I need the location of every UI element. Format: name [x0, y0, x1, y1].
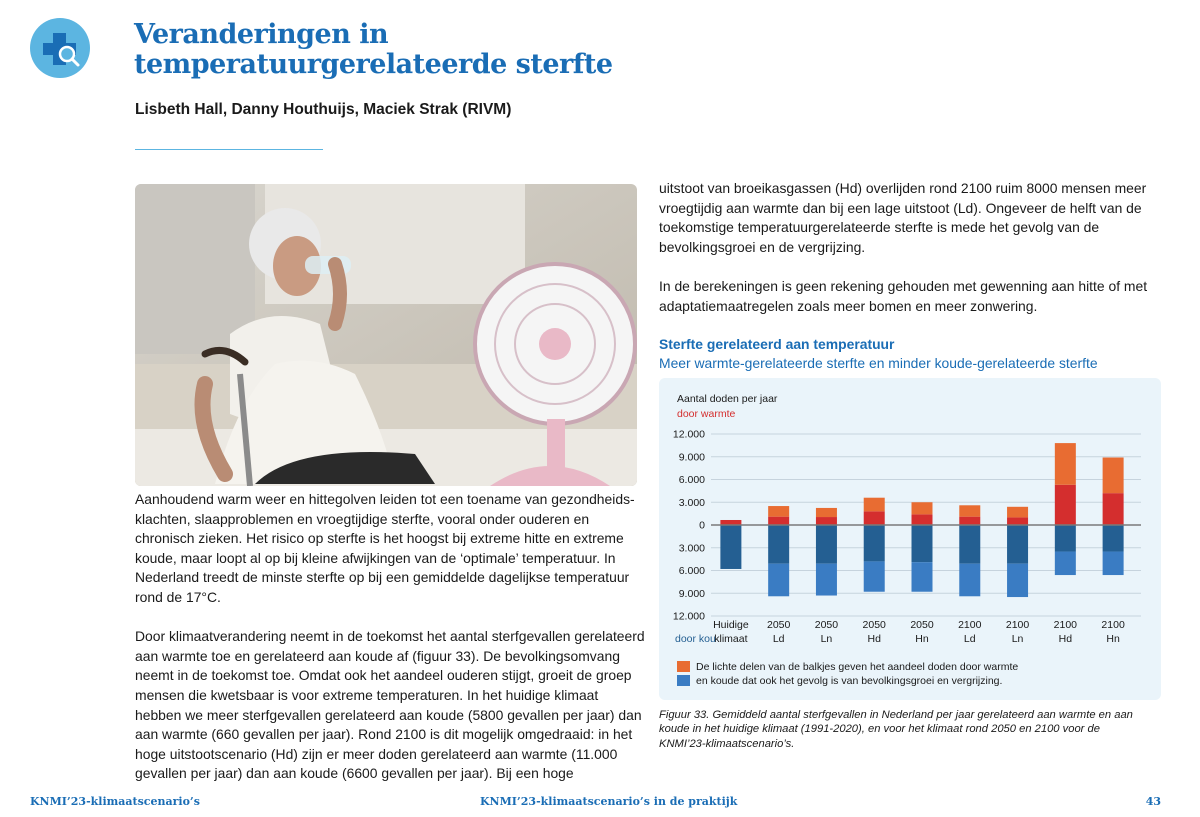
bar-cold-population [1103, 552, 1124, 576]
page-number: 43 [1145, 795, 1161, 808]
section-badge [30, 18, 90, 78]
x-tick-label: Ld [963, 633, 976, 645]
figure-caption: Figuur 33. Gemiddeld aantal sterfgevallen in Nederland per jaar gerelateerd aan warmte en aan koude in het huidige klimaat (1991-2020), en voor het klimaat rond 2050 en 2100 voor de KNMI’23-klimaatscenario’s. [659, 709, 1133, 750]
paragraph-calculations: In de berekeningen is geen rekening gehouden met gewenning aan hitte of met adaptatiemaatregelen zoals meer bomen en meer zonwering. [659, 277, 1148, 314]
bar-warm-population [768, 506, 789, 517]
x-tick-label: Hd [1058, 633, 1073, 645]
x-tick-label: Ld [772, 633, 785, 645]
bar-warm-population [1007, 507, 1028, 518]
bar-warm [1007, 517, 1028, 525]
y-axis-label-cold: door kou [675, 633, 716, 645]
x-tick-label: Huidige [713, 619, 749, 631]
bar-warm-population [1103, 458, 1124, 494]
mortality-bar-chart [659, 378, 1161, 700]
y-tick-label: 6.000 [678, 565, 705, 577]
footer-publication: KNMI’23-klimaatscenario’s [30, 795, 200, 808]
footer-chapter: KNMI’23-klimaatscenario’s in de praktijk [480, 795, 738, 808]
bar-warm [1055, 485, 1076, 525]
authors: Lisbeth Hall, Danny Houthuijs, Maciek Strak (RIVM) [135, 101, 512, 118]
x-tick-label: 2100 [1005, 619, 1030, 631]
y-tick-label: 12.000 [672, 610, 705, 623]
paragraph-emissions: uitstoot van broeikasgassen (Hd) overlijden rond 2100 ruim 8000 mensen meer vroegtijdig aan warmte dan bij een lage uitstoot (Ld). Ongeveer de helft van de toekomstige temperatuurgerelateerde sterfte is mede het gevolg van de bevolkingsgroei en de vergrijzing. [659, 180, 1147, 255]
bar-cold-population [816, 564, 837, 596]
bar-cold [912, 525, 933, 562]
bar-cold-population [1007, 564, 1028, 597]
x-tick-label: 2100 [958, 619, 982, 631]
legend-text: en koude dat ook het gevolg is van bevolkingsgroei en vergrijzing. [696, 675, 1003, 687]
paragraph-health-effects: Aanhoudend warm weer en hittegolven leiden tot een toename van gezondheids-klachten, slaapproblemen en vroegtijdige sterfte, vooral onder ouderen en chronisch zieken. Het risico op sterfte is het hoogst bij extreme hitte en extreme koude, maar loopt al op bij kleine afwijkingen van de ‘optimale’ temperatuur. In Nederland treedt de minste sterfte op bij een gemiddelde dagelijkse temperatuur rond de 17°C. [135, 491, 635, 605]
paragraph-climate-change: Door klimaatverandering neemt in de toekomst het aantal sterfgevallen gerelateerd aan warmte toe en gerelateerd aan koude af (figuur 33). De bevolkingsomvang neemt in de toekomst toe. Omdat ook het aandeel ouderen stijgt, groeit de groep mensen die kwetsbaar is voor extreme temperaturen. In het huidige klimaat hebben we meer sterfgevallen gerelateerd aan koude (5800 gevallen per jaar) dan aan warmte (660 gevallen per jaar). Rond 2100 is dit mogelijk omgedraaid: in het hoge uitstootscenario (Hd) zijn er meer doden gerelateerd aan warmte (11.000 gevallen per jaar) dan aan koude (6600 gevallen per jaar). Bij een hoge [135, 628, 645, 782]
x-tick-label: klimaat [714, 633, 748, 645]
bar-cold-population [912, 562, 933, 592]
x-tick-label: Ln [820, 633, 833, 645]
bar-warm-population [816, 508, 837, 517]
bar-cold-population [1055, 552, 1076, 576]
bar-cold [1007, 525, 1028, 564]
figure-title: Sterfte gerelateerd aan temperatuur [659, 336, 895, 352]
bar-warm-population [912, 502, 933, 514]
legend-text: De lichte delen van de balkjes geven het aandeel doden door warmte [696, 661, 1019, 673]
x-tick-label: 2050 [814, 619, 839, 631]
x-tick-label: 2100 [1053, 619, 1078, 631]
left-column [135, 490, 645, 804]
bar-cold [768, 525, 789, 564]
health-search-icon [30, 18, 90, 78]
x-tick-label: Hn [915, 633, 929, 645]
x-tick-label: Hd [867, 633, 881, 645]
x-tick-label: 2050 [766, 619, 791, 631]
y-axis-label-warm: door warmte [677, 408, 736, 420]
bar-cold [816, 525, 837, 564]
page-title [134, 20, 654, 80]
y-tick-label: 3.000 [678, 496, 705, 509]
x-tick-label: 2050 [910, 619, 934, 631]
y-tick-label: 3.000 [678, 542, 705, 555]
legend-swatch-warm [677, 661, 690, 672]
bar-cold-population [768, 564, 789, 597]
chart-panel [659, 378, 1161, 700]
figure-subtitle: Meer warmte-gerelateerde sterfte en minder koude-gerelateerde sterfte [659, 355, 1098, 371]
bar-cold [720, 525, 741, 569]
bar-cold-population [864, 561, 885, 591]
y-axis-label: Aantal doden per jaar [677, 393, 778, 405]
title-line-2: temperatuurgerelateerde sterfte [134, 49, 613, 80]
bar-warm [768, 517, 789, 525]
bar-cold [864, 525, 885, 561]
bar-cold [1103, 525, 1124, 552]
x-tick-label: Hn [1106, 633, 1120, 645]
y-tick-label: 6.000 [678, 474, 705, 486]
y-tick-label: 0 [699, 519, 705, 532]
bar-cold-population [959, 564, 980, 597]
y-tick-label: 9.000 [678, 451, 705, 464]
y-tick-label: 12.000 [672, 428, 705, 441]
photo-woman-drinking-with-fan [135, 184, 637, 486]
x-tick-label: Ln [1011, 633, 1024, 645]
bar-cold [1055, 525, 1076, 552]
bar-warm [912, 514, 933, 525]
bar-warm-population [864, 498, 885, 512]
title-line-1: Veranderingen in [134, 19, 389, 50]
bar-warm [864, 511, 885, 525]
title-divider [135, 149, 323, 150]
legend-swatch-cold [677, 675, 690, 686]
right-column [659, 179, 1159, 336]
x-tick-label: 2100 [1101, 619, 1125, 631]
bar-warm [959, 517, 980, 525]
bar-warm [816, 517, 837, 525]
bar-cold [959, 525, 980, 564]
bar-warm [720, 520, 741, 525]
bar-warm [1103, 493, 1124, 525]
x-tick-label: 2050 [862, 619, 886, 631]
bar-warm-population [959, 505, 980, 516]
photo-illustration [135, 184, 637, 486]
y-tick-label: 9.000 [678, 587, 705, 600]
bar-warm-population [1055, 443, 1076, 485]
